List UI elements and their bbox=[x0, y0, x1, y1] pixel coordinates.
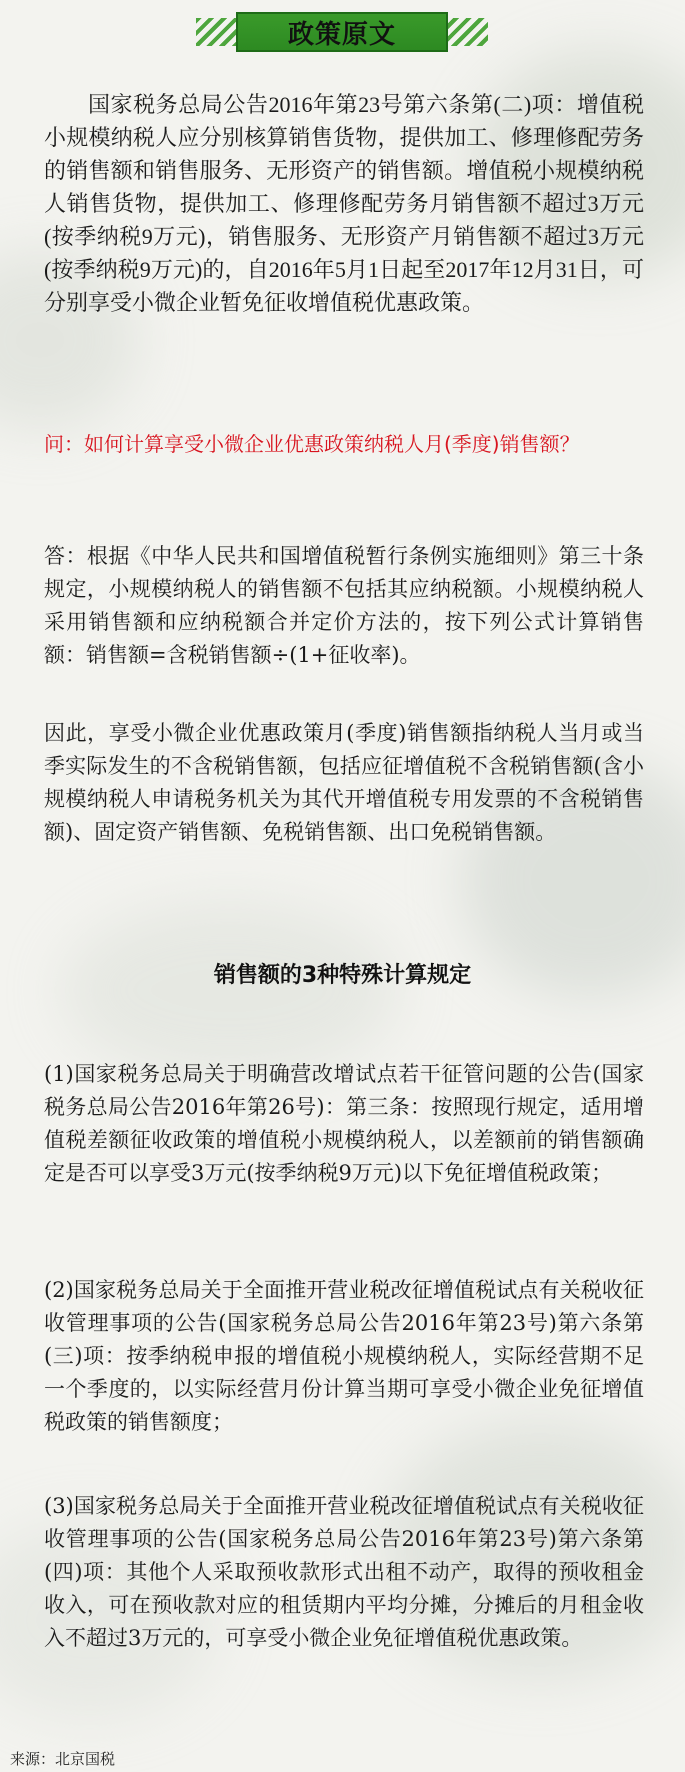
rule-item-1: (1)国家税务总局关于明确营改增试点若干征管问题的公告(国家税务总局公告2016年第26号)：第三条：按照现行规定，适用增值税差额征收政策的增值税小规模纳税人，以差额前的销售额确定是否可以享受3万元(按季纳税9万元)以下免征增值税政策； bbox=[44, 1062, 644, 1185]
source-note: 来源：北京国税 bbox=[10, 1750, 116, 1768]
question-text: 问：如何计算享受小微企业优惠政策纳税人月(季度)销售额？ bbox=[44, 432, 580, 456]
ink-wash-decoration bbox=[60, 900, 400, 1080]
answer-paragraph-1: 答：根据《中华人民共和国增值税暂行条例实施细则》第三十条规定，小规模纳税人的销售额不包括其应纳税额。小规模纳税人采用销售额和应纳税额合并定价方法的，按下列公式计算销售额：销售额=含税销售额÷(1+征收率)。 bbox=[44, 544, 644, 667]
rule-item-2: (2)国家税务总局关于全面推开营业税改征增值税试点有关税收征收管理事项的公告(国家税务总局公告2016年第23号)第六条第(三)项：按季纳税申报的增值税小规模纳税人，实际经营期不足一个季度的，以实际经营月份计算当期可享受小微企业免征增值税政策的销售额度； bbox=[44, 1278, 644, 1434]
page-title: 政策原文 bbox=[287, 19, 396, 50]
section-heading: 销售额的3种特殊计算规定 bbox=[213, 963, 472, 988]
policy-text: 国家税务总局公告2016年第23号第六条第(二)项：增值税小规模纳税人应分别核算销售货物，提供加工、修理修配劳务的销售额和销售服务、无形资产的销售额。增值税小规模纳税人销售货物，提供加工、修理修配劳务月销售额不超过3万元(按季纳税9万元)，销售服务、无形资产月销售额不超过3万元(按季纳税9万元)的，自2016年5月1日起至2017年12月31日，可分别享受小微企业暂免征收增值税优惠政策。 bbox=[44, 92, 644, 315]
title-banner bbox=[0, 8, 685, 56]
answer-paragraph-2: 因此，享受小微企业优惠政策月(季度)销售额指纳税人当月或当季实际发生的不含税销售额，包括应征增值税不含税销售额(含小规模纳税人申请税务机关为其代开增值税专用发票的不含税销售额)、固定资产销售额、免税销售额、出口免税销售额。 bbox=[44, 721, 644, 844]
rule-item-3: (3)国家税务总局关于全面推开营业税改征增值税试点有关税收征收管理事项的公告(国家税务总局公告2016年第23号)第六条第(四)项：其他个人采取预收款形式出租不动产，取得的预收租金收入，可在预收款对应的租赁期内平均分摊，分摊后的月租金收入不超过3万元的，可享受小微企业免征增值税优惠政策。 bbox=[44, 1494, 644, 1650]
title-box bbox=[236, 12, 448, 52]
